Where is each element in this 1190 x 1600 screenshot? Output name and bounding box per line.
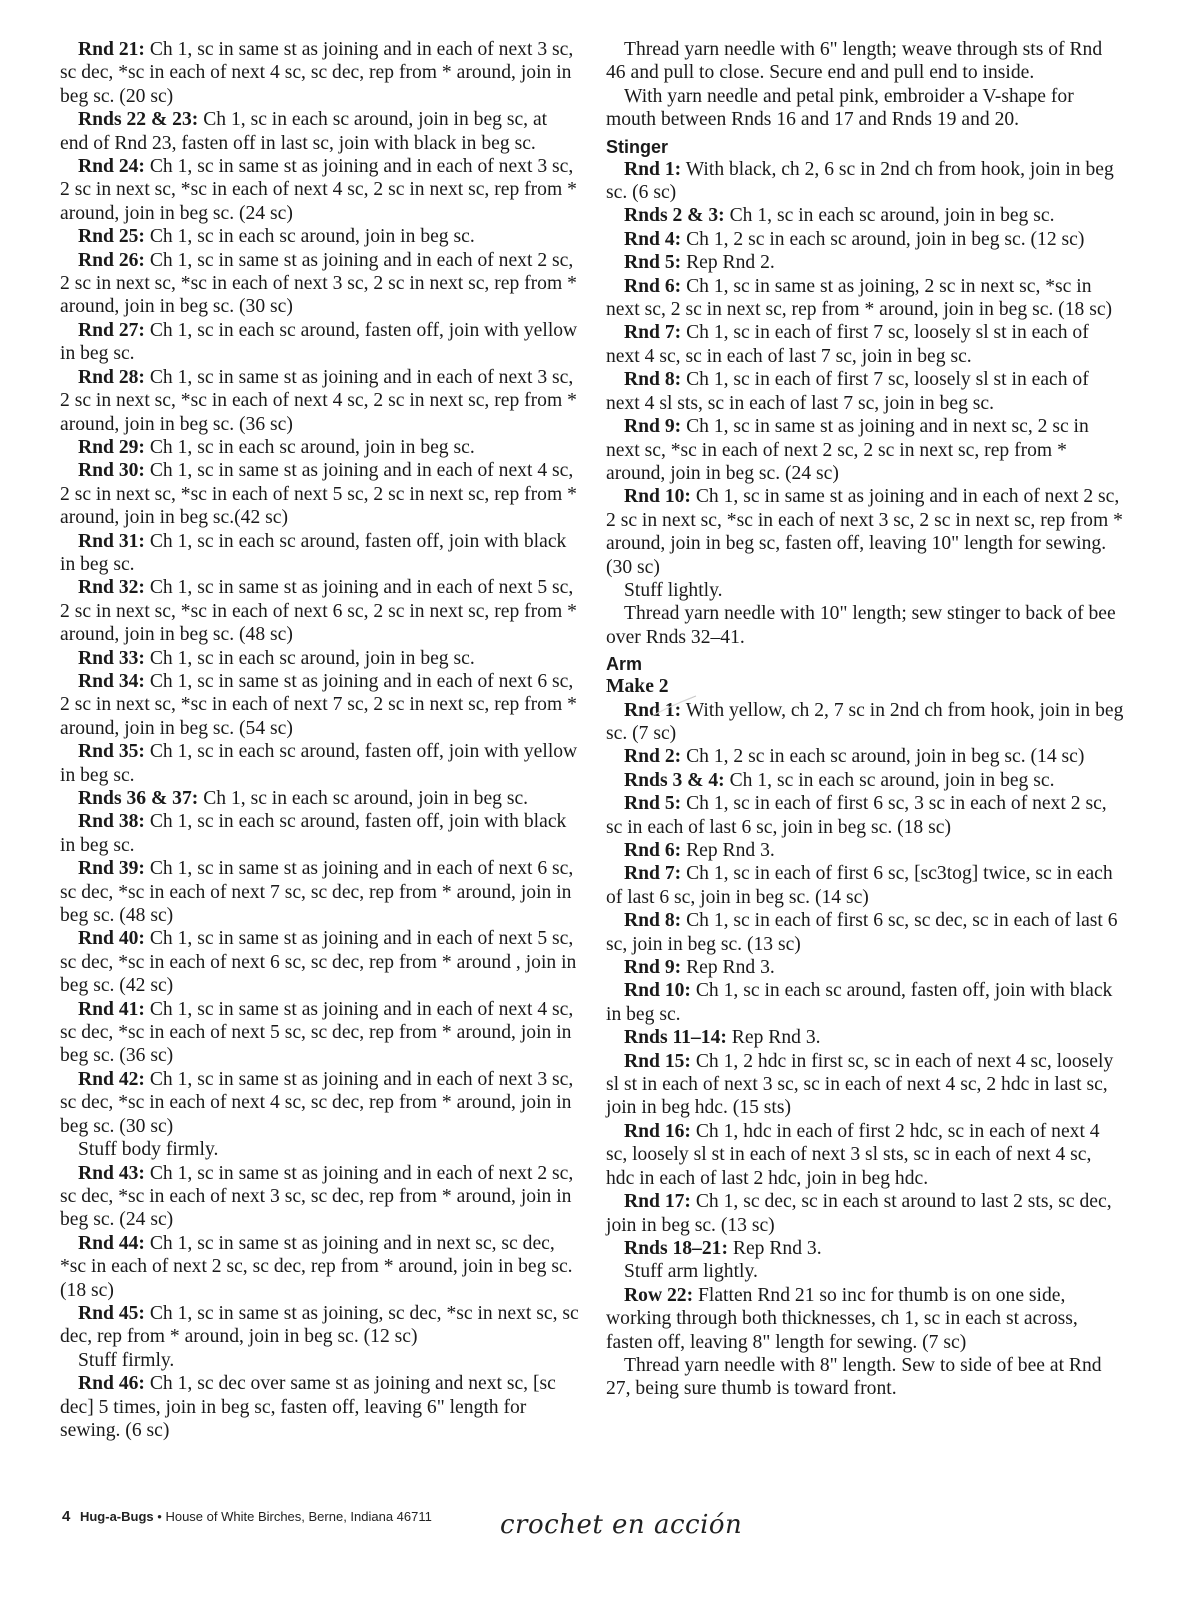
section-subheading: Make 2 [606,676,669,698]
instruction-text: With yellow, ch 2, 7 sc in 2nd ch from hook, join in beg sc. (7 sc) [606,699,1124,744]
round-label: Rnd 1: [624,699,682,721]
round-label: Rnd 44: [78,1232,145,1254]
instruction-text: Thread yarn needle with 10" length; sew stinger to back of bee over Rnds 32–41. [606,603,1116,648]
instruction-paragraph [606,862,1124,909]
round-label: Rnd 39: [78,858,145,880]
round-label: Rnd 1: [624,158,682,180]
instruction-paragraph [60,647,580,670]
instruction-text: Ch 1, sc in each sc around, fasten off, join with black in beg sc. [60,811,567,856]
pencil-mark-icon [650,692,700,720]
round-label: Rnd 29: [78,436,145,458]
instruction-paragraph [60,810,580,857]
instruction-text: Ch 1, sc in same st as joining and in each of next 2 sc, sc dec, *sc in each of next 3 sc, sc dec, rep from * around, join in beg sc. (24 sc) [60,1162,574,1231]
round-label: Rnd 33: [78,647,145,669]
instruction-paragraph [606,602,1124,649]
instruction-text: Ch 1, sc in each of first 7 sc, loosely sl st in each of next 4 sl sts, sc in each of last 7 sc, join in beg sc. [606,369,1089,414]
round-label: Rnd 6: [624,840,682,861]
round-label: Rnds 18–21: [624,1237,728,1259]
instruction-text: Ch 1, sc in same st as joining and in each of next 3 sc, 2 sc in next sc, *sc in each of next 4 sc, 2 sc in next sc, rep from * around, join in beg sc. (36 sc) [60,366,577,435]
section-heading: Arm [606,654,643,675]
instruction-text: Ch 1, hdc in each of first 2 hdc, sc in each of next 4 sc, loosely sl st in each of next 3 sl sts, sc in each of next 4 sc, hdc in each of last 2 hdc, join in beg hdc. [606,1120,1100,1189]
footer-separator: • [157,1509,162,1524]
instruction-text: Ch 1, sc in each sc around, join in beg sc. [724,769,1055,791]
instruction-text: Ch 1, sc in each sc around, fasten off, join with yellow in beg sc. [60,741,578,786]
round-label: Rnds 3 & 4: [624,769,725,791]
round-label: Rnd 26: [78,249,145,271]
instruction-paragraph [606,1120,1124,1190]
instruction-paragraph [60,225,580,248]
instruction-paragraph [606,956,1124,979]
page-number: 4 [62,1508,71,1525]
instruction-text: Ch 1, sc dec over same st as joining and next sc, [sc dec] 5 times, join in beg sc, fasten off, leaving 6" length for sewing. (6 sc) [60,1373,556,1441]
instruction-paragraph [60,998,580,1068]
instruction-text: Ch 1, sc in same st as joining and in next sc, 2 sc in next sc, *sc in each of next 2 sc, 2 sc in next sc, rep from * around, join in beg sc. (24 sc) [606,416,1089,484]
round-label: Rnd 8: [624,910,682,932]
round-label: Rnd 10: [624,980,691,1002]
book-title: Hug-a-Bugs [79,1509,154,1524]
round-label: Rnd 32: [78,577,145,599]
instruction-text: Ch 1, sc in same st as joining and in each of next 3 sc, sc dec, *sc in each of next 4 sc, sc dec, rep from * around, join in beg sc. (20 sc) [60,39,574,107]
round-label: Rnd 46: [78,1373,145,1395]
instruction-paragraph [606,275,1124,322]
instruction-text: Ch 1, sc in each of first 6 sc, sc dec, sc in each of last 6 sc, join in beg sc. (13 sc) [606,910,1118,955]
instruction-paragraph [606,1026,1124,1049]
instruction-text: Ch 1, sc in each sc around, join in beg sc. [144,226,475,248]
instruction-text: Rep Rnd 3. [727,1237,822,1259]
instruction-text: Ch 1, sc in same st as joining and in each of next 2 sc, 2 sc in next sc, *sc in each of next 3 sc, 2 sc in next sc, rep from * around, join in beg sc. (30 sc) [60,249,577,318]
round-label: Rnd 5: [624,793,682,815]
instruction-text: Ch 1, 2 hdc in first sc, sc in each of next 4 sc, loosely sl st in each of next 3 sc, sc in each of next 4 sc, 2 hdc in last sc, join in beg hdc. (15 sts) [606,1050,1114,1119]
round-label: Rnd 7: [624,863,682,885]
instruction-paragraph [606,745,1124,768]
round-label: Rnd 6: [624,275,682,297]
instruction-text: Ch 1, sc in each sc around, join in beg sc. [724,205,1055,227]
instruction-paragraph [606,909,1124,956]
instruction-paragraph [606,368,1124,415]
instruction-text: Ch 1, sc in same st as joining and in each of next 3 sc, 2 sc in next sc, *sc in each of next 4 sc, 2 sc in next sc, rep from * around, join in beg sc. (24 sc) [60,156,577,224]
page-footer [62,1508,432,1525]
instruction-paragraph [606,1260,1124,1283]
round-label: Rnds 36 & 37: [78,788,199,809]
section-heading: Stinger [606,136,669,157]
instruction-text: Ch 1, sc in each of first 7 sc, loosely sl st in each of next 4 sc, sc in each of last 7 sc, join in beg sc. [606,322,1089,367]
instruction-text: Stuff lightly. [624,579,723,601]
signature-watermark: crochet en acción [500,1510,743,1540]
instruction-text: Ch 1, sc in same st as joining and in each of next 4 sc, sc dec, *sc in each of next 5 sc, sc dec, rep from * around, join in beg sc. (36 sc) [60,998,574,1067]
round-label: Rnds 2 & 3: [624,205,725,227]
instruction-text: Ch 1, sc in each of first 6 sc, [sc3tog] twice, sc in each of last 6 sc, join in beg sc. (14 sc) [606,863,1113,908]
instruction-paragraph [60,38,580,108]
round-label: Rnd 43: [78,1162,145,1184]
instruction-paragraph [606,38,1124,85]
instruction-paragraph [606,485,1124,579]
instruction-paragraph [60,319,580,366]
publisher-info: House of White Birches, Berne, Indiana 46711 [165,1509,432,1524]
instruction-paragraph [606,1050,1124,1120]
left-column [60,38,580,1442]
instruction-paragraph [60,1162,580,1232]
instruction-paragraph [60,787,580,810]
instruction-text: Ch 1, sc in same st as joining and in each of next 5 sc, 2 sc in next sc, *sc in each of next 6 sc, 2 sc in next sc, rep from * around, join in beg sc. (48 sc) [60,577,577,646]
instruction-paragraph [60,459,580,529]
round-label: Rnd 41: [78,998,145,1020]
instruction-paragraph [60,249,580,319]
instruction-text: Ch 1, sc in same st as joining and in each of next 3 sc, sc dec, *sc in each of next 4 sc, sc dec, rep from * around, join in beg sc. (30 sc) [60,1068,574,1137]
round-label: Rnd 27: [78,319,145,341]
instruction-paragraph [60,1349,580,1372]
instruction-text: Rep Rnd 3. [681,957,775,979]
instruction-text: Ch 1, sc in each sc around, join in beg sc. [144,647,475,669]
instruction-text: Ch 1, sc in each sc around, fasten off, join with black in beg sc. [606,980,1113,1025]
instruction-paragraph [606,204,1124,227]
instruction-text: Ch 1, sc in same st as joining and in each of next 6 sc, 2 sc in next sc, *sc in each of next 7 sc, 2 sc in next sc, rep from * around, join in beg sc. (54 sc) [60,670,577,739]
round-label: Rnd 5: [624,252,682,274]
instruction-paragraph [606,228,1124,251]
instruction-text: Stuff body firmly. [78,1139,219,1161]
round-label: Rnd 35: [78,741,145,763]
instruction-paragraph [60,1068,580,1138]
instruction-paragraph [606,321,1124,368]
round-label: Rnd 31: [78,530,145,552]
round-label: Rnd 4: [624,228,682,250]
instruction-paragraph [606,415,1124,485]
instruction-paragraph [606,579,1124,602]
round-label: Rnd 40: [78,928,145,950]
round-label: Rnd 9: [624,416,682,438]
instruction-paragraph [60,670,580,740]
instruction-paragraph [606,158,1124,205]
instruction-text: Stuff arm lightly. [624,1261,758,1283]
round-label: Rnd 42: [78,1068,145,1090]
instruction-paragraph [606,979,1124,1026]
instruction-text: Ch 1, sc in same st as joining and in each of next 4 sc, 2 sc in next sc, *sc in each of next 5 sc, 2 sc in next sc, rep from * around, join in beg sc.(42 sc) [60,460,577,529]
round-label: Rnd 24: [78,156,145,178]
instruction-paragraph [60,1232,580,1302]
instruction-text: Thread yarn needle with 6" length; weave through sts of Rnd 46 and pull to close. Secure end and pull end to inside. [606,39,1103,84]
instruction-paragraph [606,1190,1124,1237]
round-label: Rnd 16: [624,1120,691,1142]
instruction-paragraph [606,1354,1124,1401]
round-label: Rnd 15: [624,1050,691,1072]
round-label: Rnd 45: [78,1302,145,1324]
instruction-text: Flatten Rnd 21 so inc for thumb is on one side, working through both thicknesses, ch 1, sc in each st across, fasten off, leaving 8" length for sewing. (7 sc) [606,1284,1078,1353]
instruction-paragraph [606,251,1124,274]
instruction-text: Ch 1, sc in same st as joining and in each of next 6 sc, sc dec, *sc in each of next 7 sc, sc dec, rep from * around, join in beg sc. (48 sc) [60,858,574,927]
instruction-paragraph [606,1237,1124,1260]
round-label: Rnd 38: [78,811,145,833]
instruction-paragraph [60,857,580,927]
instruction-text: Rep Rnd 3. [726,1027,821,1049]
round-label: Rnd 7: [624,322,682,344]
round-label: Rnd 2: [624,746,682,768]
round-label: Rnd 28: [78,366,145,388]
instruction-paragraph [60,155,580,225]
round-label: Rnd 9: [624,957,682,979]
instruction-text: Ch 1, 2 sc in each sc around, join in beg sc. (12 sc) [681,228,1085,250]
round-label: Rnd 30: [78,460,145,482]
instruction-paragraph [60,436,580,459]
instruction-paragraph [60,576,580,646]
round-label: Rnd 10: [624,486,691,508]
instruction-text: Ch 1, sc in same st as joining and in each of next 2 sc, 2 sc in next sc, *sc in each of next 3 sc, 2 sc in next sc, rep from * around, join in beg sc, fasten off, leaving 10" length for sewing. (30 sc) [606,486,1123,578]
instruction-paragraph [606,769,1124,792]
round-label: Rnd 17: [624,1191,691,1213]
round-label: Rnd 8: [624,369,682,391]
round-label: Rnd 25: [78,226,145,248]
instruction-paragraph [60,927,580,997]
instruction-paragraph [60,1138,580,1161]
instruction-text: Rep Rnd 3. [681,840,775,861]
instruction-text: Ch 1, 2 sc in each sc around, join in beg sc. (14 sc) [681,746,1085,768]
round-label: Rnds 22 & 23: [78,109,199,131]
instruction-text: Ch 1, sc in each of first 6 sc, 3 sc in each of next 2 sc, sc in each of last 6 sc, join in beg sc. (18 sc) [606,793,1107,838]
instruction-text: Ch 1, sc dec, sc in each st around to last 2 sts, sc dec, join in beg sc. (13 sc) [606,1191,1112,1236]
instruction-paragraph [60,108,580,155]
instruction-paragraph [60,740,580,787]
instruction-paragraph [60,530,580,577]
instruction-text: Ch 1, sc in each sc around, join in beg sc. [198,788,529,809]
instruction-text: Ch 1, sc in each sc around, fasten off, join with yellow in beg sc. [60,319,578,365]
round-label: Rnds 11–14: [624,1027,727,1049]
instruction-text: Ch 1, sc in same st as joining and in next sc, sc dec, *sc in each of next 2 sc, sc dec, rep from * around, join in beg sc. (18 sc) [60,1232,573,1301]
instruction-text: With black, ch 2, 6 sc in 2nd ch from hook, join in beg sc. (6 sc) [606,158,1114,204]
instruction-text: Thread yarn needle with 8" length. Sew to side of bee at Rnd 27, being sure thumb is toward front. [606,1354,1102,1400]
instruction-text: Ch 1, sc in each sc around, fasten off, join with black in beg sc. [60,530,567,575]
instruction-text: Ch 1, sc in same st as joining and in each of next 5 sc, sc dec, *sc in each of next 6 sc, sc dec, rep from * around , join in beg sc. (42 sc) [60,928,577,997]
instruction-text: Ch 1, sc in each sc around, join in beg sc, at end of Rnd 23, fasten off in last sc, join with black in beg sc. [60,109,548,154]
instruction-paragraph [60,1302,580,1349]
instruction-text: Rep Rnd 2. [681,252,775,274]
instruction-text: With yarn needle and petal pink, embroider a V-shape for mouth between Rnds 16 and 17 and Rnds 19 and 20. [606,85,1074,131]
instruction-text: Ch 1, sc in each sc around, join in beg sc. [144,436,475,458]
instruction-paragraph [606,839,1124,862]
instruction-paragraph [606,1284,1124,1354]
round-label: Row 22: [624,1284,694,1306]
instruction-paragraph [60,366,580,436]
instruction-paragraph [606,792,1124,839]
instruction-paragraph [606,85,1124,132]
instruction-text: Stuff firmly. [78,1349,175,1371]
round-label: Rnd 21: [78,39,145,60]
instruction-paragraph [60,1372,580,1442]
instruction-text: Ch 1, sc in same st as joining, sc dec, *sc in next sc, sc dec, rep from * around, join in beg sc. (12 sc) [60,1302,579,1348]
instruction-text: Ch 1, sc in same st as joining, 2 sc in next sc, *sc in next sc, 2 sc in next sc, rep from * around, join in beg sc. (18 sc) [606,275,1113,321]
round-label: Rnd 34: [78,670,145,692]
